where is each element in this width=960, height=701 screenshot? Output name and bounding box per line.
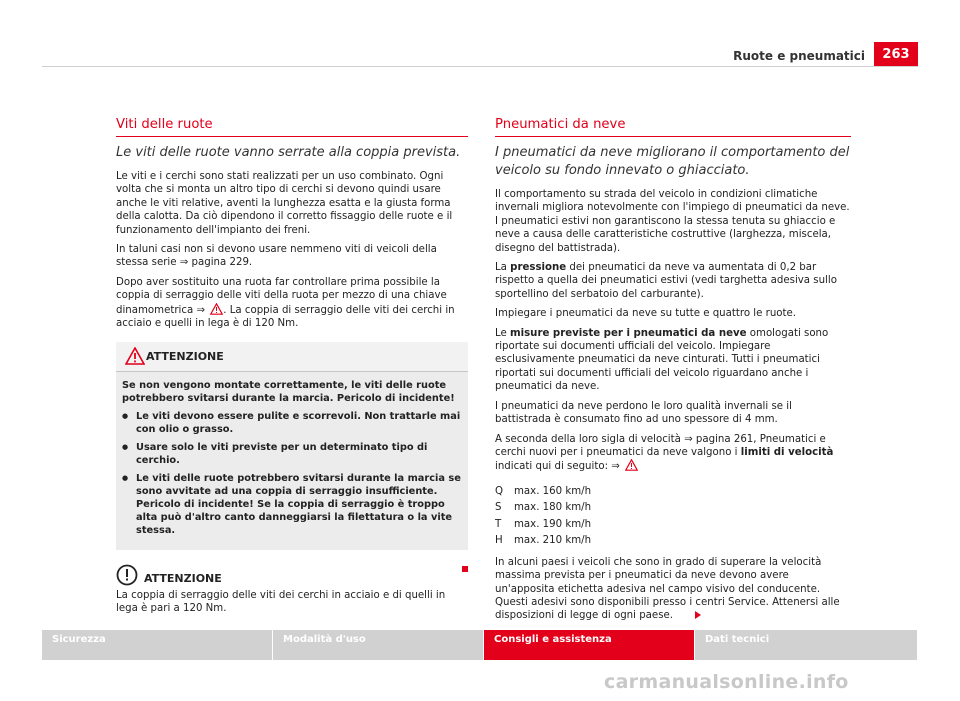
section-heading-snow-tyres: Pneumatici da neve (495, 116, 851, 137)
speed-code: T (495, 518, 502, 530)
paragraph (495, 433, 851, 474)
speed-value: max. 160 km/h (514, 485, 592, 497)
warning-triangle-icon[interactable] (210, 303, 223, 315)
paragraph-text: Le (495, 327, 511, 339)
section-lead: I pneumatici da neve migliorano il comportamento del veicolo su fondo innevato o ghiacciato. (495, 145, 850, 178)
list-item (495, 484, 851, 501)
watermark: carmanualsonline.info (604, 671, 849, 693)
footer-tab-modalita-uso[interactable]: Modalità d'uso (273, 630, 483, 660)
warning-intro: Se non vengono montate correttamente, le viti delle ruote potrebbero svitarsi durante la marcia. Pericolo di incidente! (122, 380, 455, 405)
paragraph (495, 327, 851, 394)
warning-body (116, 372, 468, 550)
paragraph (116, 276, 468, 331)
header-divider (42, 66, 918, 67)
paragraph-text: omologati sono riportate sui documenti ufficiali del veicolo. Impiegare esclusivamente pneumatici da neve cinturati. Tutti i pneumatici riportati sui documenti ufficiali del veicolo riguardano anche i pneumatici da neve. (495, 327, 829, 393)
speed-value: max. 180 km/h (514, 502, 592, 514)
paragraph-text: dei pneumatici da neve va aumentata di 0,2 bar rispetto a quella dei pneumatici estivi (vedi targhetta adesiva sullo sportellino del serbatoio del carburante). (495, 262, 837, 300)
warning-bullet: ● Le viti devono essere pulite e scorrevoli. Non trattarle mai con olio o grasso. (122, 410, 462, 436)
speed-limit-list (495, 484, 851, 550)
paragraph-text: La (495, 262, 511, 274)
section-lead: Le viti delle ruote vanno serrate alla coppia prevista. (116, 145, 461, 160)
running-header-title: Ruote e pneumatici (733, 49, 865, 63)
list-item (495, 533, 851, 550)
emphasis: pressione (510, 262, 567, 274)
footer-tab-consigli-assistenza[interactable]: Consigli e assistenza (484, 630, 694, 660)
speed-value: max. 190 km/h (514, 518, 592, 530)
exclamation-circle-icon (116, 564, 138, 586)
paragraph-text: In alcuni paesi i veicoli che sono in grado di superare la velocità massima prevista per i pneumatici da neve devono avere un'apposita etichetta adesiva nel campo visivo del conducente. Questi adesivi sono disponibili presso i centri Service. Attenersi alle disposizioni di legge di ogni paese. (495, 556, 840, 622)
paragraph: Impiegare i pneumatici da neve su tutte e quattro le ruote. (495, 308, 797, 320)
right-column (495, 116, 851, 629)
next-page-arrow-icon[interactable] (695, 611, 701, 619)
footer-nav (42, 630, 918, 660)
section-heading-wheel-bolts: Viti delle ruote (116, 116, 468, 137)
footer-tab-dati-tecnici[interactable]: Dati tecnici (695, 630, 917, 660)
paragraph: I pneumatici da neve perdono le loro qualità invernali se il battistrada è consumato fino ad uno spessore di 4 mm. (495, 400, 792, 426)
speed-code: Q (495, 485, 504, 497)
page-number: 263 (874, 42, 918, 67)
paragraph: Le viti e i cerchi sono stati realizzati per un uso combinato. Ogni volta che si monta un altro tipo di cerchi si devono quindi usare anche le viti relative, aventi la lunghezza esatta e la giusta forma della calotta. Da ciò dipendono il corretto fissaggio delle ruote e il funzionamento dell'impianto dei freni. (116, 171, 453, 236)
caution-body: La coppia di serraggio delle viti dei cerchi in acciaio e di quelli in lega è pari a 120 Nm. (116, 589, 446, 615)
paragraph: In taluni casi non si devono usare nemmeno viti di veicoli della stessa serie ⇒ pagina 229. (116, 244, 437, 269)
emphasis: limiti di velocità (740, 446, 834, 458)
speed-code: H (495, 535, 503, 547)
caution-title: ATTENZIONE (144, 572, 222, 586)
list-item (495, 517, 851, 534)
paragraph-text: A seconda della loro sigla di velocità ⇒ pagina 261, Pneumatici e cerchi nuovi per i pneumatici da neve valgono i (495, 433, 826, 458)
paragraph (495, 556, 851, 623)
warning-title: ATTENZIONE (146, 350, 224, 364)
speed-value: max. 210 km/h (514, 535, 592, 547)
list-item (495, 500, 851, 517)
footer-tab-sicurezza[interactable]: Sicurezza (42, 630, 272, 660)
warning-header (116, 342, 468, 372)
paragraph: Il comportamento su strada del veicolo in condizioni climatiche invernali migliora notevolmente con l'impiego di pneumatici da neve. I pneumatici estivi non garantiscono la stessa tenuta su ghiaccio e neve a causa delle caratteristiche costruttive (larghezza, miscela, disegno del battistrada). (495, 189, 850, 254)
warning-triangle-icon (125, 347, 145, 365)
left-column (116, 116, 468, 616)
caution-note (116, 564, 468, 615)
paragraph-text: . La coppia di serraggio delle viti dei cerchi in acciaio e quelli in lega è di 120 Nm. (116, 304, 455, 330)
warning-triangle-icon[interactable] (625, 459, 638, 471)
speed-code: S (495, 502, 502, 514)
warning-bullet: ● Usare solo le viti previste per un determinato tipo di cerchio. (122, 441, 462, 467)
paragraph-text: indicati qui di seguito: ⇒ (495, 461, 620, 473)
warning-box (116, 342, 468, 550)
section-end-marker (462, 566, 468, 572)
paragraph-text: Dopo aver sostituito una ruota far controllare prima possibile la coppia di serraggio delle viti della ruota per mezzo di una chiave dinamometrica ⇒ (116, 276, 447, 316)
paragraph (495, 261, 851, 301)
warning-bullet: ● Le viti delle ruote potrebbero svitarsi durante la marcia se sono avvitate ad una coppia di serraggio insufficiente. Pericolo di incidente! Se la coppia di serraggio è troppo alta può d'altro canto danneggiarsi la filettatura o la vite stessa. (122, 472, 462, 537)
emphasis: misure previste per i pneumatici da neve (510, 327, 747, 339)
